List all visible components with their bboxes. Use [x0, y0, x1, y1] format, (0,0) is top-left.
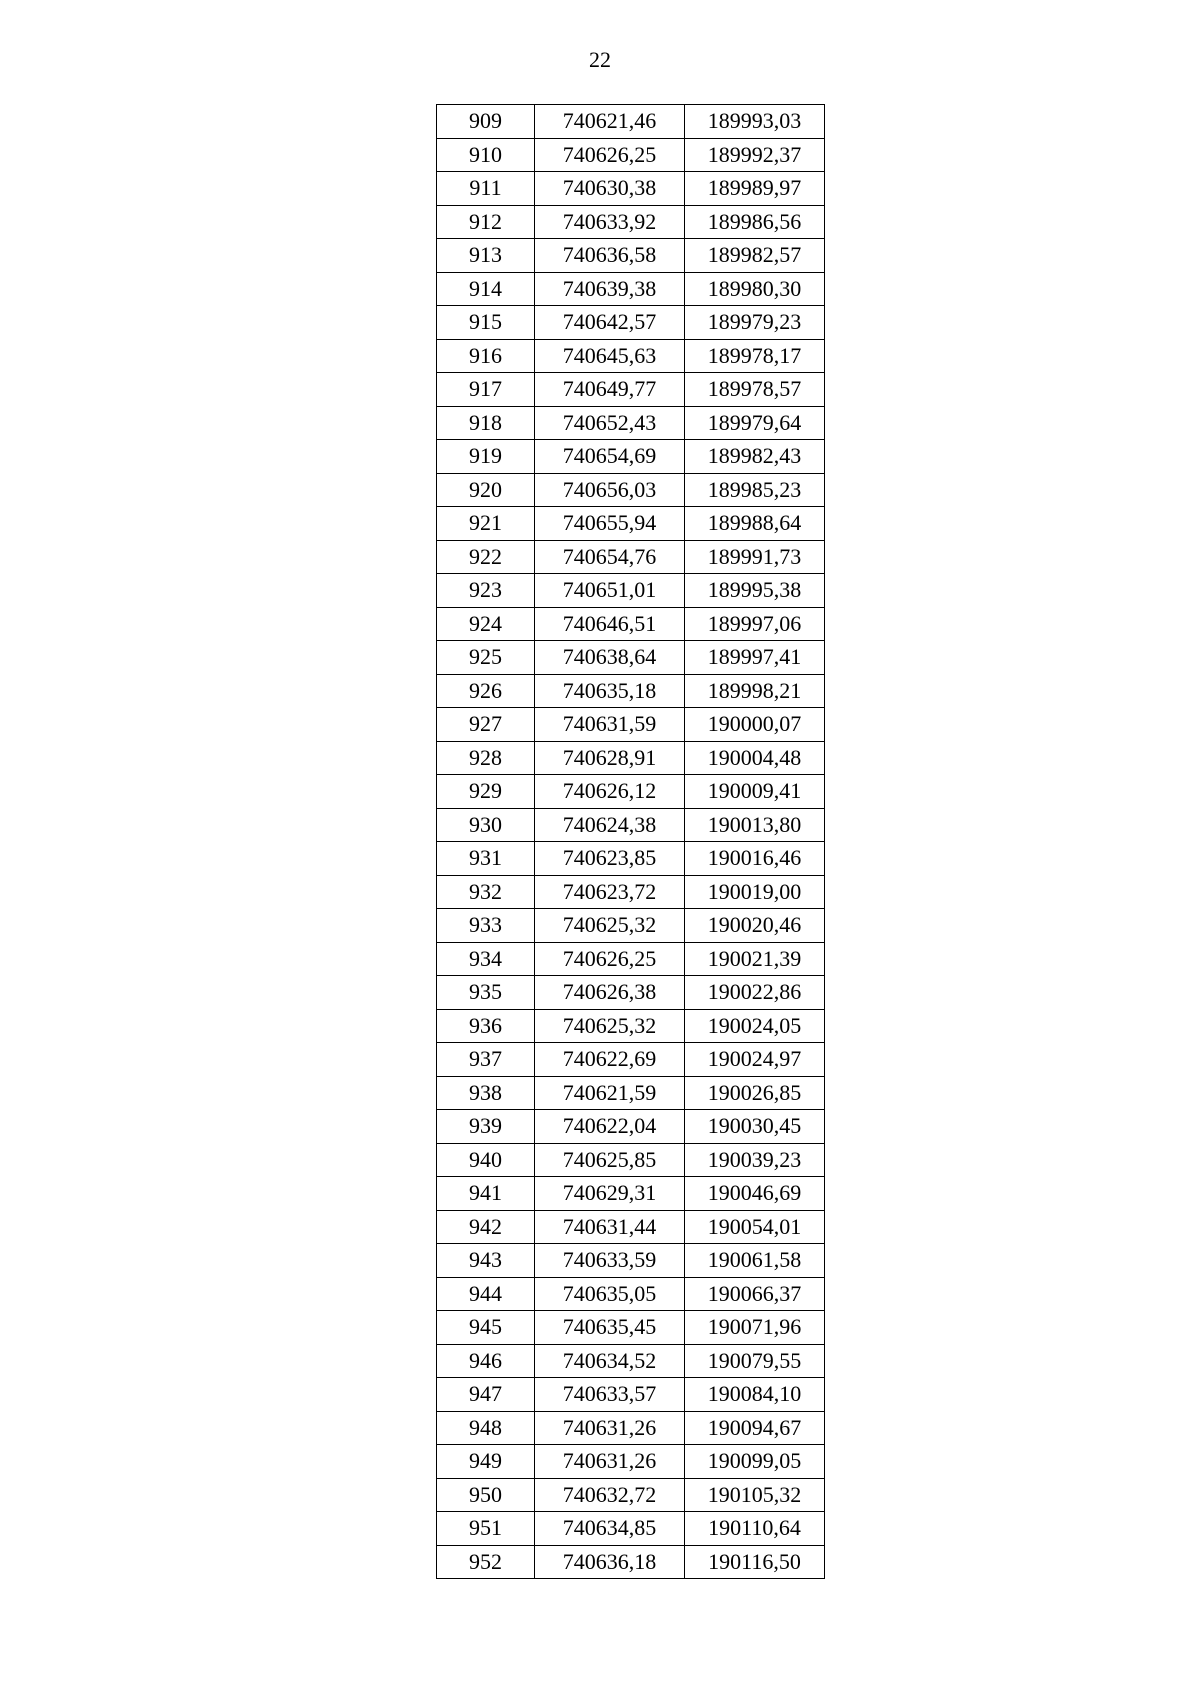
y-coordinate-cell: 189997,41	[685, 641, 825, 675]
x-coordinate-cell: 740652,43	[535, 406, 685, 440]
table-row	[437, 205, 825, 239]
table-row	[437, 1545, 825, 1579]
table-row	[437, 1311, 825, 1345]
y-coordinate-cell: 190071,96	[685, 1311, 825, 1345]
y-coordinate-cell: 189988,64	[685, 507, 825, 541]
x-coordinate-cell: 740629,31	[535, 1177, 685, 1211]
x-coordinate-cell: 740621,59	[535, 1076, 685, 1110]
y-coordinate-cell: 189993,03	[685, 105, 825, 139]
point-number-cell: 919	[437, 440, 535, 474]
point-number-cell: 952	[437, 1545, 535, 1579]
point-number-cell: 936	[437, 1009, 535, 1043]
y-coordinate-cell: 190016,46	[685, 842, 825, 876]
point-number-cell: 945	[437, 1311, 535, 1345]
table-row	[437, 507, 825, 541]
point-number-cell: 942	[437, 1210, 535, 1244]
x-coordinate-cell: 740634,52	[535, 1344, 685, 1378]
x-coordinate-cell: 740633,57	[535, 1378, 685, 1412]
y-coordinate-cell: 190024,97	[685, 1043, 825, 1077]
x-coordinate-cell: 740633,92	[535, 205, 685, 239]
y-coordinate-cell: 190009,41	[685, 775, 825, 809]
point-number-cell: 933	[437, 909, 535, 943]
point-number-cell: 921	[437, 507, 535, 541]
table-row	[437, 875, 825, 909]
table-row	[437, 909, 825, 943]
table-row	[437, 808, 825, 842]
point-number-cell: 931	[437, 842, 535, 876]
point-number-cell: 911	[437, 172, 535, 206]
table-row	[437, 1143, 825, 1177]
x-coordinate-cell: 740654,76	[535, 540, 685, 574]
table-row	[437, 473, 825, 507]
y-coordinate-cell: 190099,05	[685, 1445, 825, 1479]
table-row	[437, 239, 825, 273]
point-number-cell: 909	[437, 105, 535, 139]
point-number-cell: 946	[437, 1344, 535, 1378]
table-row	[437, 574, 825, 608]
table-row	[437, 272, 825, 306]
x-coordinate-cell: 740649,77	[535, 373, 685, 407]
y-coordinate-cell: 190020,46	[685, 909, 825, 943]
page-number: 22	[589, 47, 611, 72]
x-coordinate-cell: 740655,94	[535, 507, 685, 541]
x-coordinate-cell: 740621,46	[535, 105, 685, 139]
point-number-cell: 913	[437, 239, 535, 273]
table-row	[437, 1076, 825, 1110]
x-coordinate-cell: 740642,57	[535, 306, 685, 340]
x-coordinate-cell: 740626,25	[535, 942, 685, 976]
table-row	[437, 373, 825, 407]
point-number-cell: 934	[437, 942, 535, 976]
table-row	[437, 1478, 825, 1512]
table-row	[437, 540, 825, 574]
point-number-cell: 940	[437, 1143, 535, 1177]
table-row	[437, 1244, 825, 1278]
y-coordinate-cell: 189986,56	[685, 205, 825, 239]
y-coordinate-cell: 190026,85	[685, 1076, 825, 1110]
x-coordinate-cell: 740625,85	[535, 1143, 685, 1177]
point-number-cell: 917	[437, 373, 535, 407]
table-row	[437, 1344, 825, 1378]
y-coordinate-cell: 189978,57	[685, 373, 825, 407]
table-row	[437, 1411, 825, 1445]
point-number-cell: 920	[437, 473, 535, 507]
y-coordinate-cell: 190000,07	[685, 708, 825, 742]
table-row	[437, 1277, 825, 1311]
x-coordinate-cell: 740635,05	[535, 1277, 685, 1311]
point-number-cell: 922	[437, 540, 535, 574]
y-coordinate-cell: 190054,01	[685, 1210, 825, 1244]
table-row	[437, 105, 825, 139]
y-coordinate-cell: 190094,67	[685, 1411, 825, 1445]
point-number-cell: 947	[437, 1378, 535, 1412]
table-row	[437, 406, 825, 440]
x-coordinate-cell: 740636,18	[535, 1545, 685, 1579]
x-coordinate-cell: 740639,38	[535, 272, 685, 306]
table-row	[437, 1043, 825, 1077]
point-number-cell: 916	[437, 339, 535, 373]
x-coordinate-cell: 740626,12	[535, 775, 685, 809]
point-number-cell: 939	[437, 1110, 535, 1144]
point-number-cell: 950	[437, 1478, 535, 1512]
x-coordinate-cell: 740622,04	[535, 1110, 685, 1144]
point-number-cell: 924	[437, 607, 535, 641]
table-row	[437, 1512, 825, 1546]
point-number-cell: 914	[437, 272, 535, 306]
point-number-cell: 926	[437, 674, 535, 708]
point-number-cell: 928	[437, 741, 535, 775]
table-row	[437, 1177, 825, 1211]
y-coordinate-cell: 189997,06	[685, 607, 825, 641]
table-row	[437, 1110, 825, 1144]
y-coordinate-cell: 190066,37	[685, 1277, 825, 1311]
x-coordinate-cell: 740628,91	[535, 741, 685, 775]
y-coordinate-cell: 190004,48	[685, 741, 825, 775]
y-coordinate-cell: 190022,86	[685, 976, 825, 1010]
y-coordinate-cell: 190046,69	[685, 1177, 825, 1211]
table-row	[437, 1210, 825, 1244]
y-coordinate-cell: 190024,05	[685, 1009, 825, 1043]
y-coordinate-cell: 189979,64	[685, 406, 825, 440]
point-number-cell: 951	[437, 1512, 535, 1546]
y-coordinate-cell: 190061,58	[685, 1244, 825, 1278]
point-number-cell: 948	[437, 1411, 535, 1445]
point-number-cell: 929	[437, 775, 535, 809]
coordinates-table	[436, 104, 825, 1579]
x-coordinate-cell: 740623,85	[535, 842, 685, 876]
point-number-cell: 935	[437, 976, 535, 1010]
y-coordinate-cell: 189980,30	[685, 272, 825, 306]
x-coordinate-cell: 740651,01	[535, 574, 685, 608]
x-coordinate-cell: 740633,59	[535, 1244, 685, 1278]
table-row	[437, 641, 825, 675]
table-row	[437, 607, 825, 641]
table-row	[437, 842, 825, 876]
point-number-cell: 915	[437, 306, 535, 340]
table-row	[437, 708, 825, 742]
x-coordinate-cell: 740630,38	[535, 172, 685, 206]
point-number-cell: 943	[437, 1244, 535, 1278]
y-coordinate-cell: 190019,00	[685, 875, 825, 909]
table-row	[437, 1445, 825, 1479]
table-row	[437, 138, 825, 172]
table-row	[437, 942, 825, 976]
y-coordinate-cell: 189979,23	[685, 306, 825, 340]
y-coordinate-cell: 189995,38	[685, 574, 825, 608]
point-number-cell: 937	[437, 1043, 535, 1077]
table-row	[437, 306, 825, 340]
point-number-cell: 941	[437, 1177, 535, 1211]
x-coordinate-cell: 740626,25	[535, 138, 685, 172]
x-coordinate-cell: 740631,26	[535, 1411, 685, 1445]
x-coordinate-cell: 740622,69	[535, 1043, 685, 1077]
x-coordinate-cell: 740635,45	[535, 1311, 685, 1345]
y-coordinate-cell: 190039,23	[685, 1143, 825, 1177]
table-row	[437, 976, 825, 1010]
table-row	[437, 674, 825, 708]
point-number-cell: 925	[437, 641, 535, 675]
y-coordinate-cell: 190105,32	[685, 1478, 825, 1512]
y-coordinate-cell: 189982,43	[685, 440, 825, 474]
x-coordinate-cell: 740625,32	[535, 1009, 685, 1043]
point-number-cell: 949	[437, 1445, 535, 1479]
table-row	[437, 339, 825, 373]
y-coordinate-cell: 190030,45	[685, 1110, 825, 1144]
x-coordinate-cell: 740638,64	[535, 641, 685, 675]
x-coordinate-cell: 740654,69	[535, 440, 685, 474]
table-row	[437, 440, 825, 474]
y-coordinate-cell: 189982,57	[685, 239, 825, 273]
coordinates-table-body	[437, 105, 825, 1579]
x-coordinate-cell: 740631,26	[535, 1445, 685, 1479]
point-number-cell: 910	[437, 138, 535, 172]
x-coordinate-cell: 740645,63	[535, 339, 685, 373]
table-row	[437, 775, 825, 809]
x-coordinate-cell: 740631,44	[535, 1210, 685, 1244]
point-number-cell: 932	[437, 875, 535, 909]
point-number-cell: 927	[437, 708, 535, 742]
y-coordinate-cell: 190116,50	[685, 1545, 825, 1579]
table-row	[437, 1009, 825, 1043]
y-coordinate-cell: 190013,80	[685, 808, 825, 842]
x-coordinate-cell: 740625,32	[535, 909, 685, 943]
x-coordinate-cell: 740636,58	[535, 239, 685, 273]
x-coordinate-cell: 740656,03	[535, 473, 685, 507]
point-number-cell: 930	[437, 808, 535, 842]
y-coordinate-cell: 189992,37	[685, 138, 825, 172]
x-coordinate-cell: 740634,85	[535, 1512, 685, 1546]
point-number-cell: 923	[437, 574, 535, 608]
y-coordinate-cell: 189991,73	[685, 540, 825, 574]
y-coordinate-cell: 190079,55	[685, 1344, 825, 1378]
y-coordinate-cell: 189985,23	[685, 473, 825, 507]
y-coordinate-cell: 190021,39	[685, 942, 825, 976]
y-coordinate-cell: 190084,10	[685, 1378, 825, 1412]
point-number-cell: 938	[437, 1076, 535, 1110]
x-coordinate-cell: 740646,51	[535, 607, 685, 641]
point-number-cell: 918	[437, 406, 535, 440]
x-coordinate-cell: 740624,38	[535, 808, 685, 842]
y-coordinate-cell: 189998,21	[685, 674, 825, 708]
x-coordinate-cell: 740635,18	[535, 674, 685, 708]
y-coordinate-cell: 190110,64	[685, 1512, 825, 1546]
x-coordinate-cell: 740623,72	[535, 875, 685, 909]
x-coordinate-cell: 740631,59	[535, 708, 685, 742]
table-row	[437, 172, 825, 206]
point-number-cell: 912	[437, 205, 535, 239]
y-coordinate-cell: 189978,17	[685, 339, 825, 373]
table-row	[437, 1378, 825, 1412]
table-row	[437, 741, 825, 775]
x-coordinate-cell: 740626,38	[535, 976, 685, 1010]
point-number-cell: 944	[437, 1277, 535, 1311]
y-coordinate-cell: 189989,97	[685, 172, 825, 206]
x-coordinate-cell: 740632,72	[535, 1478, 685, 1512]
